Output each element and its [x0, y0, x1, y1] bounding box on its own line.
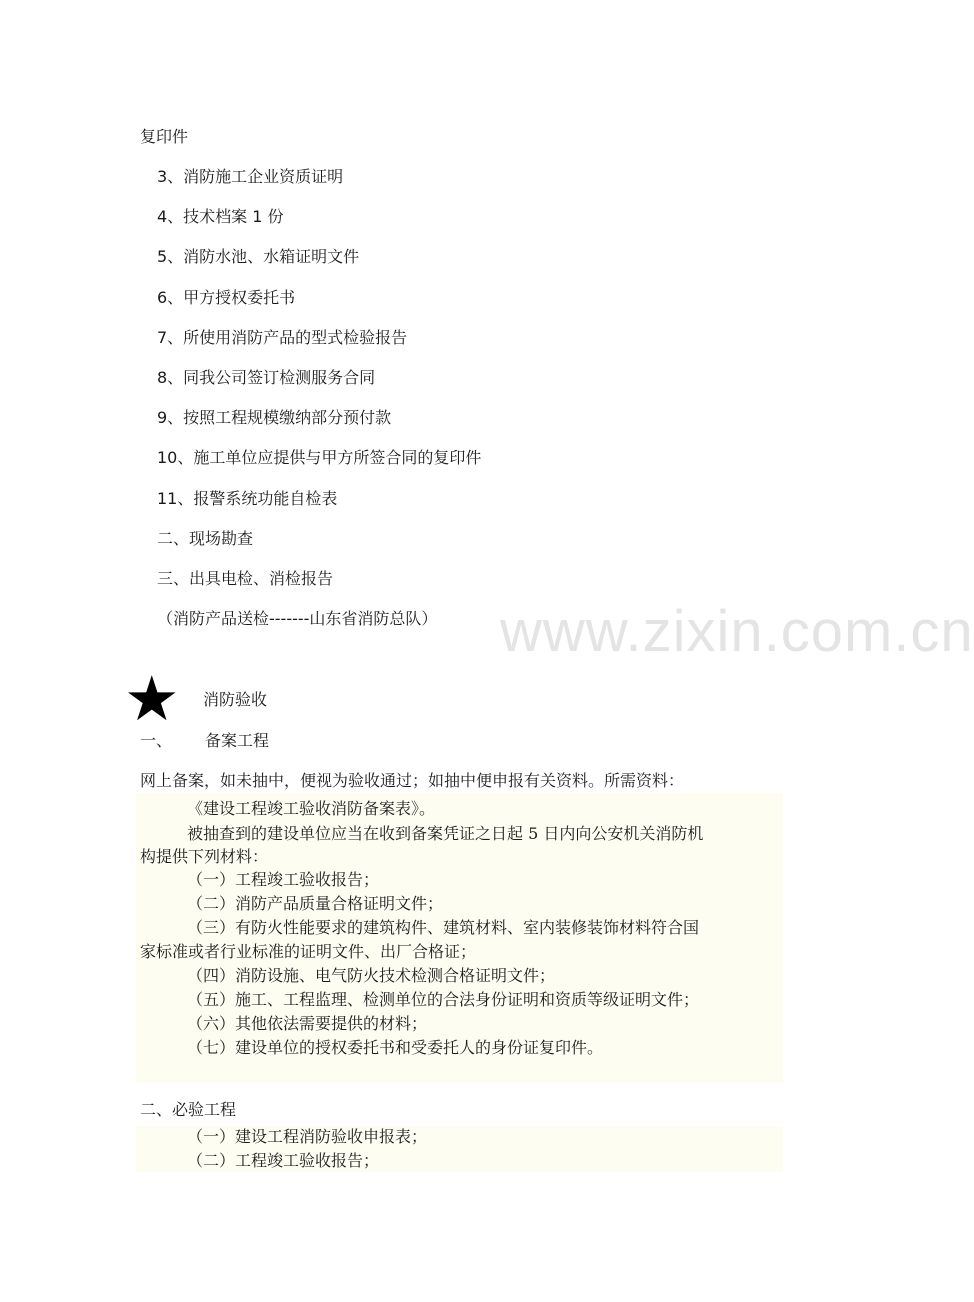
continuation-text: 复印件 — [140, 127, 189, 146]
list-item: 4、技术档案 1 份 — [157, 207, 284, 226]
step-survey: 二、现场勘查 — [157, 529, 254, 548]
list-item: 3、消防施工企业资质证明 — [157, 167, 344, 186]
list-item: 10、施工单位应提供与甲方所签合同的复印件 — [157, 448, 482, 467]
list-item: （三）有防火性能要求的建筑构件、建筑材料、室内装修装饰材料符合国 — [187, 918, 700, 937]
list-item: 7、所使用消防产品的型式检验报告 — [157, 328, 408, 347]
list-item: 11、报警系统功能自检表 — [157, 489, 338, 508]
list-item: 8、同我公司签订检测服务合同 — [157, 368, 376, 387]
list-item: （一）工程竣工验收报告； — [187, 870, 380, 889]
intro-text: 网上备案，如未抽中，便视为验收通过；如抽中便申报有关资料。所需资料： — [140, 771, 685, 790]
paragraph-line: 被抽查到的建设单位应当在收到备案凭证之日起 5 日内向公安机关消防机 — [187, 824, 704, 843]
list-item: 9、按照工程规模缴纳部分预付款 — [157, 408, 392, 427]
step-report: 三、出具电检、消检报告 — [157, 569, 334, 588]
list-item: （二）消防产品质量合格证明文件； — [187, 894, 444, 913]
list-item: （一）建设工程消防验收申报表； — [187, 1127, 428, 1146]
list-item: （四）消防设施、电气防火技术检测合格证明文件； — [187, 966, 556, 985]
section-heading: 消防验收 — [203, 690, 268, 709]
black-star-icon: ★ — [124, 662, 180, 735]
note-text: （消防产品送检-------山东省消防总队） — [157, 609, 438, 628]
list-item: （五）施工、工程监理、检测单位的合法身份证明和资质等级证明文件； — [187, 990, 700, 1009]
list-item: 6、甲方授权委托书 — [157, 288, 296, 307]
list-item: （六）其他依法需要提供的材料； — [187, 1014, 428, 1033]
watermark: www.zixin.com.cn — [500, 599, 974, 664]
paragraph-line: 构提供下列材料： — [140, 847, 269, 866]
section2-title: 二、必验工程 — [140, 1100, 237, 1119]
form-name: 《建设工程竣工验收消防备案表》。 — [187, 799, 436, 818]
list-item: 5、消防水池、水箱证明文件 — [157, 247, 360, 266]
list-item: （二）工程竣工验收报告； — [187, 1151, 380, 1170]
list-item: 家标准或者行业标准的证明文件、出厂合格证； — [140, 942, 477, 961]
list-item: （七）建设单位的授权委托书和受委托人的身份证复印件。 — [187, 1038, 604, 1057]
section1-number: 一、 — [140, 731, 173, 750]
section1-title: 备案工程 — [205, 731, 270, 750]
